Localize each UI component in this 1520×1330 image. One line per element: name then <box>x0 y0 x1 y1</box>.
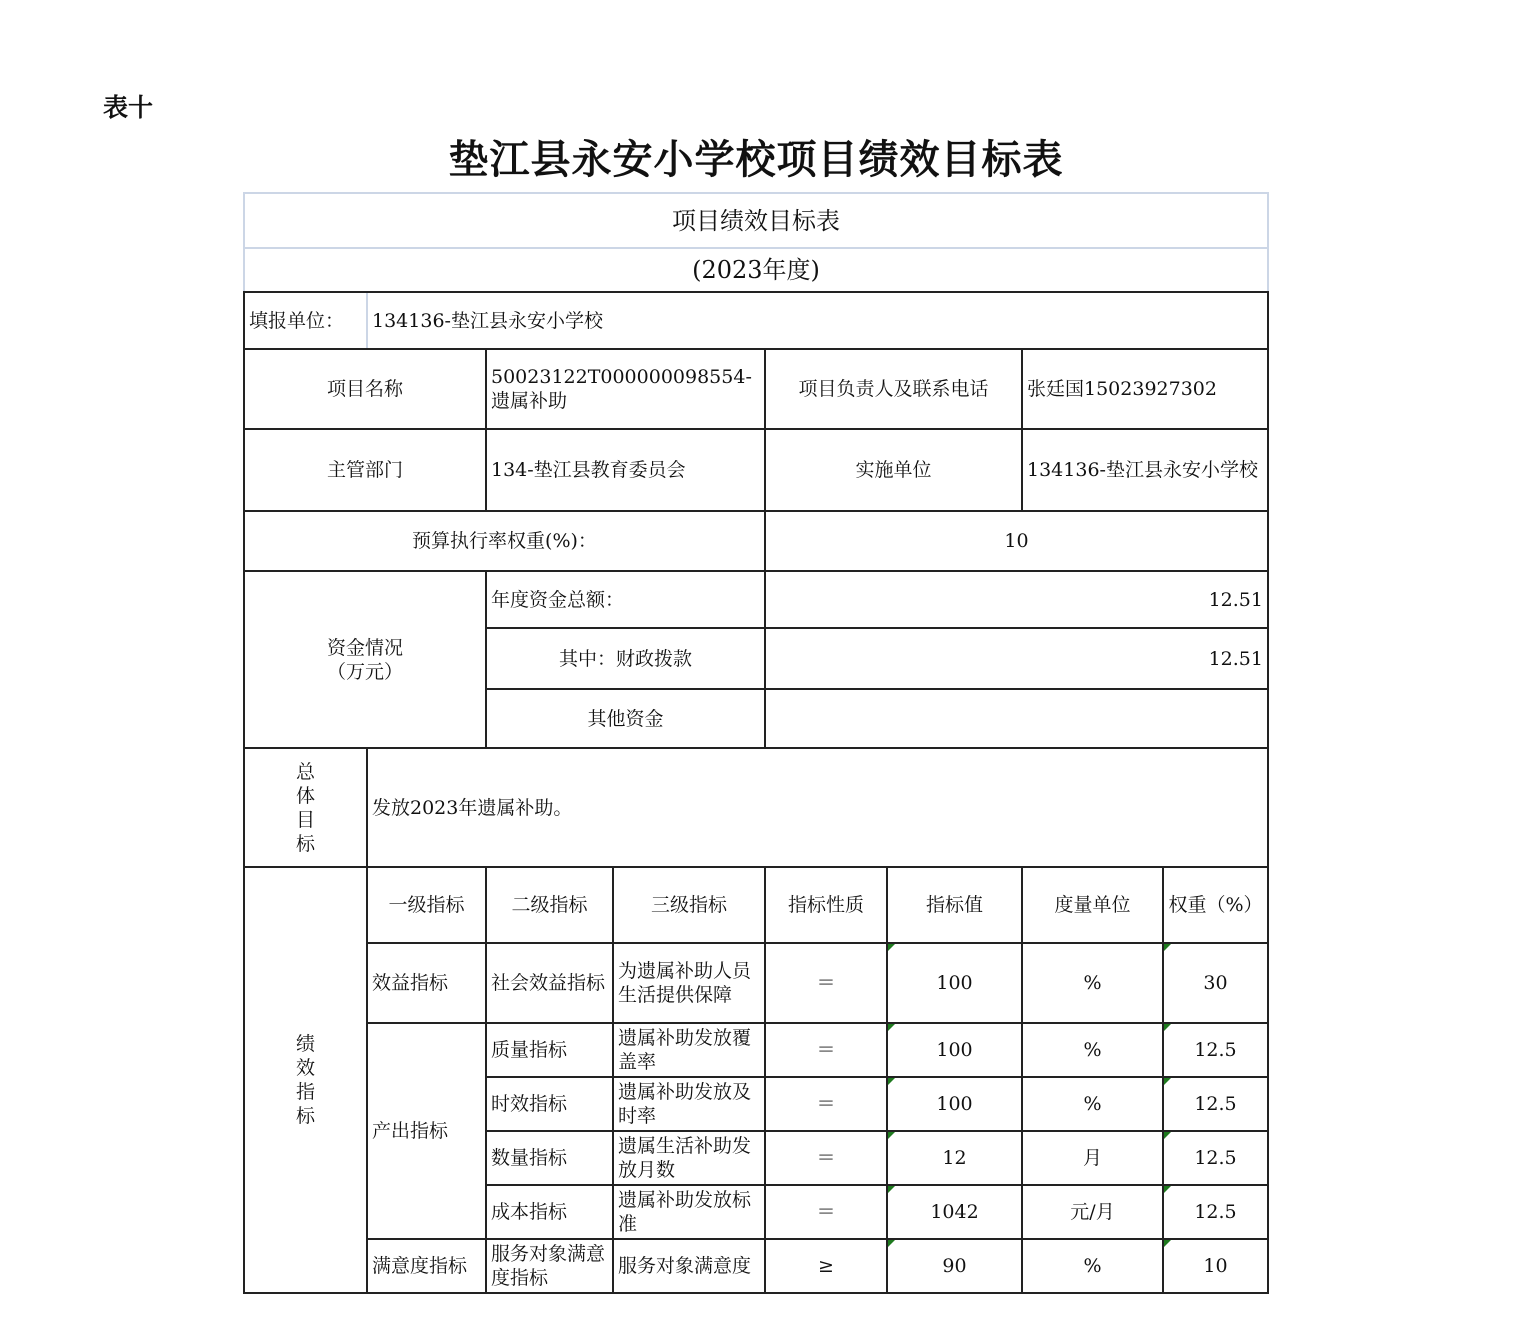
row-level2: 社会效益指标 <box>486 943 613 1023</box>
row-level3: 遗属补助发放覆盖率 <box>613 1023 765 1077</box>
row-unit: 月 <box>1022 1131 1163 1185</box>
budget-rate-value: 10 <box>765 511 1268 571</box>
row-unit: % <box>1022 1239 1163 1293</box>
project-name-value: 50023122T000000098554-遗属补助 <box>486 349 765 429</box>
row-level3: 为遗属补助人员生活提供保障 <box>613 943 765 1023</box>
sheet-title: 项目绩效目标表 <box>244 193 1268 248</box>
row-nature: ＝ <box>765 1077 887 1131</box>
row-weight: 12.5 <box>1163 1131 1268 1185</box>
row-nature: ＝ <box>765 943 887 1023</box>
funds-other-label: 其他资金 <box>486 689 765 748</box>
header-unit: 度量单位 <box>1022 867 1163 943</box>
row-level2: 成本指标 <box>486 1185 613 1239</box>
project-name-label: 项目名称 <box>244 349 486 429</box>
row-weight: 10 <box>1163 1239 1268 1293</box>
project-leader-label: 项目负责人及联系电话 <box>765 349 1022 429</box>
table-row <box>244 1023 1268 1077</box>
row-level3: 遗属补助发放及时率 <box>613 1077 765 1131</box>
row-level1: 效益指标 <box>367 943 486 1023</box>
table-row <box>244 943 1268 1023</box>
row-nature: ＝ <box>765 1131 887 1185</box>
row-weight: 12.5 <box>1163 1023 1268 1077</box>
page-title: 垫江县永安小学校项目绩效目标表 <box>448 136 1064 183</box>
row-level3: 服务对象满意度 <box>613 1239 765 1293</box>
funds-label-line1: 资金情况 <box>326 636 403 659</box>
sheet-year: (2023年度) <box>244 248 1268 292</box>
row-unit: % <box>1022 1023 1163 1077</box>
unit-value: 134136-垫江县永安小学校 <box>367 292 1268 349</box>
overall-goal-label: 总体目标 <box>244 748 367 867</box>
row-unit: % <box>1022 943 1163 1023</box>
unit-label: 填报单位： <box>244 292 367 349</box>
row-weight: 12.5 <box>1163 1185 1268 1239</box>
row-level2: 时效指标 <box>486 1077 613 1131</box>
row-level2: 数量指标 <box>486 1131 613 1185</box>
row-level1: 满意度指标 <box>367 1239 486 1293</box>
funds-fiscal-label: 其中：财政拨款 <box>486 628 765 689</box>
row-weight: 12.5 <box>1163 1077 1268 1131</box>
row-value: 90 <box>887 1239 1022 1293</box>
overall-goal-value: 发放2023年遗属补助。 <box>367 748 1268 867</box>
row-level2: 服务对象满意度指标 <box>486 1239 613 1293</box>
perf-label: 绩效指标 <box>244 867 367 1293</box>
row-unit: 元/月 <box>1022 1185 1163 1239</box>
header-level2: 二级指标 <box>486 867 613 943</box>
dept-value: 134-垫江县教育委员会 <box>486 429 765 511</box>
impl-label: 实施单位 <box>765 429 1022 511</box>
project-leader-value: 张廷国15023927302 <box>1022 349 1268 429</box>
row-unit: % <box>1022 1077 1163 1131</box>
impl-value: 134136-垫江县永安小学校 <box>1022 429 1268 511</box>
row-value: 100 <box>887 943 1022 1023</box>
performance-table <box>243 192 1269 1294</box>
header-weight: 权重（%） <box>1163 867 1268 943</box>
row-value: 100 <box>887 1077 1022 1131</box>
row-level2: 质量指标 <box>486 1023 613 1077</box>
header-value: 指标值 <box>887 867 1022 943</box>
header-level1: 一级指标 <box>367 867 486 943</box>
funds-other-value <box>765 689 1268 748</box>
funds-label <box>244 571 486 748</box>
row-value: 1042 <box>887 1185 1022 1239</box>
funds-total-label: 年度资金总额： <box>486 571 765 628</box>
funds-fiscal-value: 12.51 <box>765 628 1268 689</box>
row-level3: 遗属补助发放标准 <box>613 1185 765 1239</box>
row-nature: ≥ <box>765 1239 887 1293</box>
funds-total-value: 12.51 <box>765 571 1268 628</box>
row-level3: 遗属生活补助发放月数 <box>613 1131 765 1185</box>
header-nature: 指标性质 <box>765 867 887 943</box>
dept-label: 主管部门 <box>244 429 486 511</box>
row-weight: 30 <box>1163 943 1268 1023</box>
table-row <box>244 1239 1268 1293</box>
table-label: 表十 <box>103 93 154 122</box>
row-value: 100 <box>887 1023 1022 1077</box>
row-value: 12 <box>887 1131 1022 1185</box>
funds-label-line2: （万元） <box>326 660 403 683</box>
row-nature: ＝ <box>765 1185 887 1239</box>
budget-rate-label: 预算执行率权重(%)： <box>244 511 765 571</box>
header-level3: 三级指标 <box>613 867 765 943</box>
row-nature: ＝ <box>765 1023 887 1077</box>
row-level1: 产出指标 <box>367 1023 486 1239</box>
